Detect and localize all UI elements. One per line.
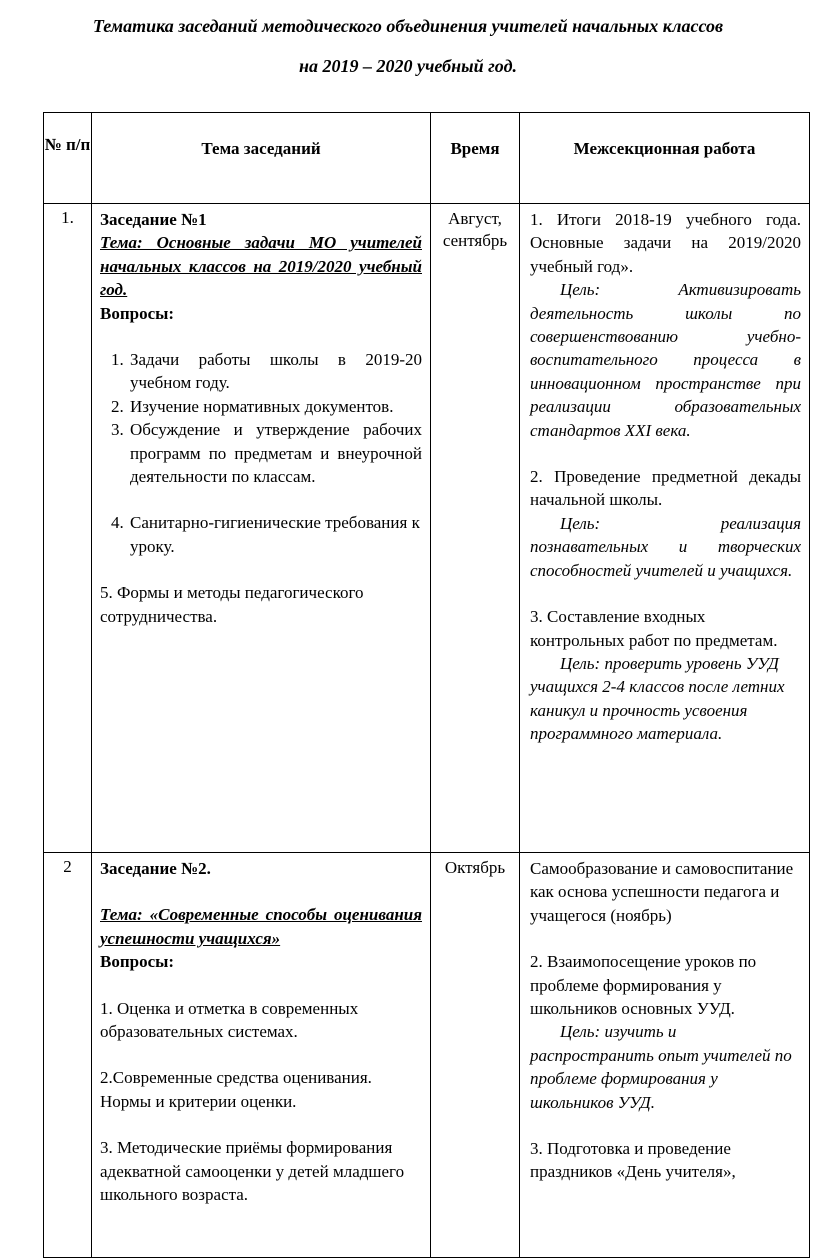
time-cell: Октябрь bbox=[431, 853, 520, 1258]
header-num: № п/п bbox=[44, 113, 92, 204]
meeting-title: Заседание №1 bbox=[100, 210, 207, 229]
work-goal: Цель: Активизировать деятельность школы по совершенствованию учебно-воспитательного процесса в инновационном пространстве при реализации образовательных стандартов XXI века. bbox=[530, 280, 801, 440]
header-topic: Тема заседаний bbox=[92, 113, 431, 204]
meetings-table bbox=[43, 112, 810, 1258]
work-cell bbox=[520, 204, 810, 853]
meeting-theme: Тема: «Современные способы оценивания успешности учащихся» bbox=[100, 905, 422, 948]
work-cell bbox=[520, 853, 810, 1258]
list-item: 3. Методические приёмы формирования адекватной самооценки у детей младшего школьного возраста. bbox=[100, 1138, 405, 1205]
document-title-line2: на 2019 – 2020 учебный год. bbox=[299, 56, 517, 76]
table-row bbox=[44, 204, 810, 853]
work-goal: Цель: изучить и распространить опыт учителей по проблеме формирования у школьников УУД. bbox=[530, 1022, 792, 1112]
table-header-row bbox=[44, 113, 810, 204]
work-item: 1. Итоги 2018-19 учебного года. Основные задачи на 2019/2020 учебный год». bbox=[530, 210, 801, 276]
topic-cell bbox=[92, 204, 431, 853]
work-item: 2. Проведение предметной декады начальной школы. bbox=[530, 467, 801, 510]
row-number: 2 bbox=[44, 853, 92, 1258]
questions-label: Вопросы: bbox=[100, 952, 175, 972]
meeting-theme: Тема: Основные задачи МО учителей начальных классов на 2019/2020 учебный год. bbox=[100, 233, 422, 300]
work-goal: Цель: реализация познавательных и творческих способностей учителей и учащихся. bbox=[530, 513, 801, 580]
header-time: Время bbox=[431, 113, 520, 204]
list-item: 1. Задачи работы школы в 2019-20 учебном году. bbox=[128, 348, 422, 395]
meeting-title: Заседание №2. bbox=[100, 859, 211, 878]
work-item: 2. Взаимопосещение уроков по проблеме формирования у школьников основных УУД. bbox=[530, 952, 757, 1019]
questions-label: Вопросы: bbox=[100, 303, 175, 323]
work-item: 3. Подготовка и проведение праздников «День учителя», bbox=[530, 1139, 736, 1182]
work-goal: Цель: проверить уровень УУД учащихся 2-4 классов после летних каникул и прочность усвоения программного материала. bbox=[530, 653, 785, 744]
questions-list bbox=[100, 348, 422, 488]
header-work: Межсекционная работа bbox=[520, 113, 810, 204]
row-number: 1. bbox=[44, 204, 92, 853]
list-item: 3. Обсуждение и утверждение рабочих программ по предметам и внеурочной деятельности по классам. bbox=[128, 418, 422, 488]
table-row bbox=[44, 853, 810, 1258]
work-item: Самообразование и самовоспитание как основа успешности педагога и учащегося (ноябрь) bbox=[530, 859, 794, 925]
list-item: 5. Формы и методы педагогического сотрудничества. bbox=[100, 583, 364, 626]
work-item: 3. Составление входных контрольных работ по предметам. bbox=[530, 607, 778, 650]
list-item: 2. Изучение нормативных документов. bbox=[128, 395, 422, 418]
list-item: 4. Санитарно-гигиенические требования к уроку. bbox=[128, 511, 422, 558]
document-title-line1: Тематика заседаний методического объединения учителей начальных классов bbox=[92, 16, 724, 36]
list-item: 1. Оценка и отметка в современных образовательных системах. bbox=[100, 998, 359, 1042]
list-item: 2.Современные средства оценивания. Нормы и критерии оценки. bbox=[100, 1068, 372, 1111]
topic-cell bbox=[92, 853, 431, 1258]
questions-list-cont bbox=[100, 511, 422, 558]
time-cell: Август, сентябрь bbox=[431, 204, 520, 853]
